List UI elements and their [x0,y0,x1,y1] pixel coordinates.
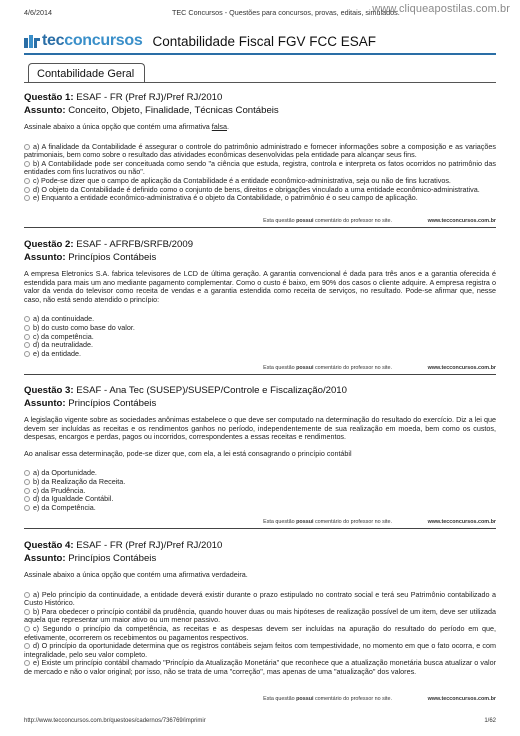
question-divider [24,374,496,375]
tec-logo-icon [24,34,40,48]
radio-icon[interactable] [24,178,30,184]
logo-suffix: concursos [64,32,143,49]
site-link[interactable]: www.tecconcursos.com.br [427,365,496,371]
option-d[interactable]: d) da neutralidade. [24,341,496,350]
comment-note: Esta questão possui comentário do professor no site. [263,365,392,371]
question-number: Questão 3: [24,385,74,396]
question-source: ESAF - FR (Pref RJ)/Pref RJ/2010 [76,540,223,551]
question-subject: Princípios Contábeis [68,398,157,409]
radio-icon[interactable] [24,316,30,322]
option-e[interactable]: e) da entidade. [24,350,496,359]
radio-icon[interactable] [24,609,30,615]
radio-icon[interactable] [24,325,30,331]
option-c[interactable]: c) Pode-se dizer que o campo de aplicação da Contabilidade é a entidade econômico-administrativa, seja ou não de fins lucrativos. [24,177,496,186]
radio-icon[interactable] [24,342,30,348]
document-title: TEC Concursos - Questões para concursos, provas, editais, simulados. [172,8,400,17]
radio-icon[interactable] [24,592,30,598]
question-source: ESAF - FR (Pref RJ)/Pref RJ/2010 [76,92,223,103]
underlined-word: falsa [211,122,227,131]
question-divider [24,227,496,228]
question-stem-2: Ao analisar essa determinação, pode-se dizer que, com ela, a lei está consagrando o princípio contábil [24,448,352,458]
option-d[interactable]: d) O princípio da oportunidade determina que os registros contábeis sejam feitos com tempestividade, no momento em que o fato ocorra, e com integralidade, pelo seu valor completo. [24,641,496,659]
page-title: Contabilidade Fiscal FGV FCC ESAF [152,33,377,49]
question-stem: Assinale abaixo a única opção que contém uma afirmativa verdadeira. [24,570,248,579]
question-number: Questão 1: [24,92,74,103]
site-link[interactable]: www.tecconcursos.com.br [427,519,496,525]
question-2 [24,239,496,371]
subject-label: Assunto: [24,105,66,116]
option-b[interactable]: b) A Contabilidade pode ser conceituada como sendo "a ciência que estuda, registra, controla e interpreta os fatos ocorridos no patrimônio das entidades com fins lucrativos ou não". [24,158,496,177]
tab-divider [24,82,496,83]
page-number: 1/62 [484,718,496,724]
option-b[interactable]: b) do custo como base do valor. [24,324,496,333]
radio-icon[interactable] [24,660,30,666]
option-e[interactable]: e) da Competência. [24,504,496,513]
site-link[interactable]: www.tecconcursos.com.br [427,696,496,702]
option-c[interactable]: c) da Prudência. [24,487,496,496]
question-stem: Assinale abaixo a única opção que contém uma afirmativa falsa. [24,122,229,131]
question-3 [24,385,496,525]
option-e[interactable]: e) Existe um princípio contábil chamado "Princípio da Atualização Monetária" que reconhece que a atualização monetária busca atualizar o valor de mercado e não o valor original; por isso, não se trata de uma "correção", mas apenas de uma "atualização" dos valores. [24,658,496,676]
question-source: ESAF - AFRFB/SRFB/2009 [76,239,194,250]
radio-icon[interactable] [24,351,30,357]
brand-bar [24,31,376,51]
option-c[interactable]: c) da competência. [24,333,496,342]
options-list [24,143,496,203]
question-divider [24,528,496,529]
radio-icon[interactable] [24,470,30,476]
options-list [24,315,496,358]
option-a[interactable]: a) da continuidade. [24,315,496,324]
subject-label: Assunto: [24,553,66,564]
comment-note: Esta questão possui comentário do professor no site. [263,696,392,702]
radio-icon[interactable] [24,334,30,340]
radio-icon[interactable] [24,195,30,201]
radio-icon[interactable] [24,488,30,494]
question-subject: Conceito, Objeto, Finalidade, Técnicas Contábeis [68,105,279,116]
radio-icon[interactable] [24,161,30,167]
options-list [24,469,496,512]
watermark: www.cliqueapostilas.com.br [372,3,510,15]
question-subject: Princípios Contábeis [68,252,157,263]
site-link[interactable]: www.tecconcursos.com.br [427,218,496,224]
radio-icon[interactable] [24,187,30,193]
option-b[interactable]: b) Para obedecer o princípio contábil da prudência, quando houver duas ou mais hipóteses de realização possível de um item, deve ser utilizada aquela que representar um maior ativo ou um menor passivo. [24,606,496,625]
subject-label: Assunto: [24,252,66,263]
option-c[interactable]: c) Segundo o princípio da competência, as receitas e as despesas devem ser incluídas na apuração do resultado do período em que, efetivamente, ocorrerem os recebimentos ou pagamentos respectivos. [24,623,496,642]
question-subject: Princípios Contábeis [68,553,157,564]
radio-icon[interactable] [24,496,30,502]
option-a[interactable]: a) Pelo princípio da continuidade, a entidade deverá existir durante o prazo estipulado no contrato social e terá seu Patrimônio contabilizado a Custo Histórico. [24,589,496,608]
radio-icon[interactable] [24,626,30,632]
radio-icon[interactable] [24,505,30,511]
question-number: Questão 4: [24,540,74,551]
radio-icon[interactable] [24,144,30,150]
question-1 [24,92,496,224]
question-stem: A legislação vigente sobre as sociedades anônimas estabelece o que deve ser computado na determinação do resultado do exercício. Diz a lei que devem ser incluídas as receitas e os rendimentos ganhos no período, independentemente de sua realização em moeda, bem como os custos, despesas, encargos e perdas, pagos ou incorridos, correspondentes a essas receitas e rendimentos. [24,415,496,442]
page-url[interactable]: http://www.tecconcursos.com.br/questoes/cadernos/736769/imprimir [24,718,206,724]
option-d[interactable]: d) da Igualdade Contábil. [24,495,496,504]
brand-divider [24,53,496,55]
logo [24,32,142,50]
question-4 [24,540,496,702]
radio-icon[interactable] [24,643,30,649]
question-stem: A empresa Eletronics S.A. fabrica televisores de LCD de última geração. A garantia convencional é dada para três anos e a garantia oferecida é estendida para mais um ano mediante pagamento complementar. Como o custo é baixo, em 90% dos casos o cliente adquire. A empresa registra o valor da venda do televisor como receita de vendas e a garantia estendida como receita de serviços, no resultado. Pode-se afirmar que, nesse caso, não está sendo atendido o princípio: [24,269,496,304]
option-e[interactable]: e) Enquanto a entidade econômico-administrativa é o objeto da Contabilidade, o patrimônio é o seu campo de aplicação. [24,194,496,203]
subject-label: Assunto: [24,398,66,409]
logo-prefix: tec [42,32,65,49]
options-list [24,591,496,677]
option-b[interactable]: b) da Realização da Receita. [24,478,496,487]
option-d[interactable]: d) O objeto da Contabilidade é definido como o conjunto de bens, direitos e obrigações vinculado a uma entidade econômico-administrativa. [24,186,496,195]
comment-note: Esta questão possui comentário do professor no site. [263,218,392,224]
tab-contabilidade-geral[interactable]: Contabilidade Geral [28,63,145,83]
question-number: Questão 2: [24,239,74,250]
print-footer [24,718,496,728]
print-date: 4/6/2014 [24,8,52,17]
comment-note: Esta questão possui comentário do professor no site. [263,519,392,525]
option-a[interactable]: a) A finalidade da Contabilidade é assegurar o controle do patrimônio administrado e fornecer informações sobre a composição e as variações patrimoniais, bem como sobre o resultado das atividades econômicas desenvolvidas pela entidade para alcançar seus fins. [24,141,496,160]
option-a[interactable]: a) da Oportunidade. [24,469,496,478]
radio-icon[interactable] [24,479,30,485]
question-source: ESAF - Ana Tec (SUSEP)/SUSEP/Controle e Fiscalização/2010 [76,385,347,396]
